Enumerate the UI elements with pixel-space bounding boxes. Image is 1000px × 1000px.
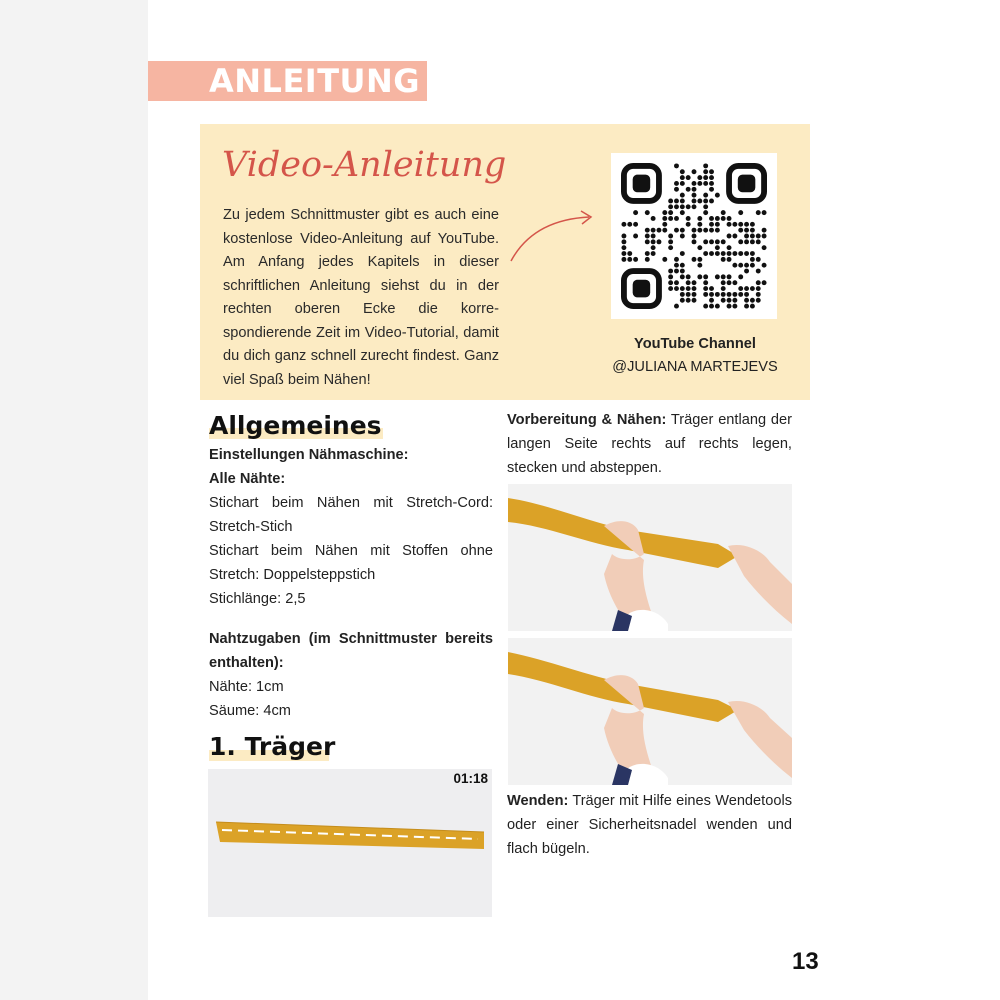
stitch-line: Stichlänge: 2,5: [209, 591, 306, 607]
allowance-line: Säume: 4cm: [209, 703, 291, 719]
stitch-line: Stichart beim Nähen mit Stretch-Cord: Stretch-Stich: [209, 495, 493, 535]
prep-sew-paragraph: [507, 408, 792, 480]
section-heading-general: Allgemeines: [209, 411, 382, 440]
youtube-channel-label: YouTube Channel: [634, 336, 756, 352]
video-title: Video-Anleitung: [222, 145, 507, 185]
video-description: Zu jedem Schnittmuster gibt es auch eine kostenlose Video-Anleitung auf YouTube. Am Anfang jedes Kapitels in dieser schriftlichen Anleitung siehst du in der rechten oberen Ecke die korrespondierende Zeit im Video-Tutorial, damit du dich ganz schnell zurecht findest. Ganz viel Spaß beim Nähen!: [223, 207, 499, 388]
qr-code-icon[interactable]: [611, 153, 777, 319]
page-title: ANLEITUNG: [209, 62, 421, 100]
video-timestamp: 01:18: [453, 771, 488, 786]
curved-arrow-icon: [505, 205, 600, 265]
prep-sew-text: Träger entlang der langen Seite rechts auf rechts legen, stecken und absteppen.: [507, 412, 792, 476]
machine-settings-label: Einstellungen Nähmaschine:: [209, 447, 409, 463]
all-seams-label: Alle Nähte:: [209, 471, 286, 487]
turn-paragraph: [507, 789, 792, 861]
allowance-line: Nähte: 1cm: [209, 679, 284, 695]
youtube-channel-handle[interactable]: @JULIANA MARTEJEVS: [612, 359, 778, 375]
allowances-heading: Nahtzugaben (im Schnittmuster bereits enthalten):: [209, 631, 493, 671]
strap-photo: [208, 769, 492, 917]
sewing-photo-2: [508, 638, 792, 785]
page-number: 13: [792, 948, 819, 975]
section-heading-straps: 1. Träger: [209, 732, 336, 761]
turn-text: Träger mit Hilfe eines Wendetools oder einer Sicherheitsnadel wenden und flach bügeln.: [507, 793, 792, 857]
sewing-photo-1: [508, 484, 792, 631]
stitch-line: Stichart beim Nähen mit Stoffen ohne Stretch: Doppelsteppstich: [209, 543, 493, 583]
turn-label: Wenden:: [507, 793, 569, 809]
prep-sew-label: Vorbereitung & Nähen:: [507, 412, 667, 428]
